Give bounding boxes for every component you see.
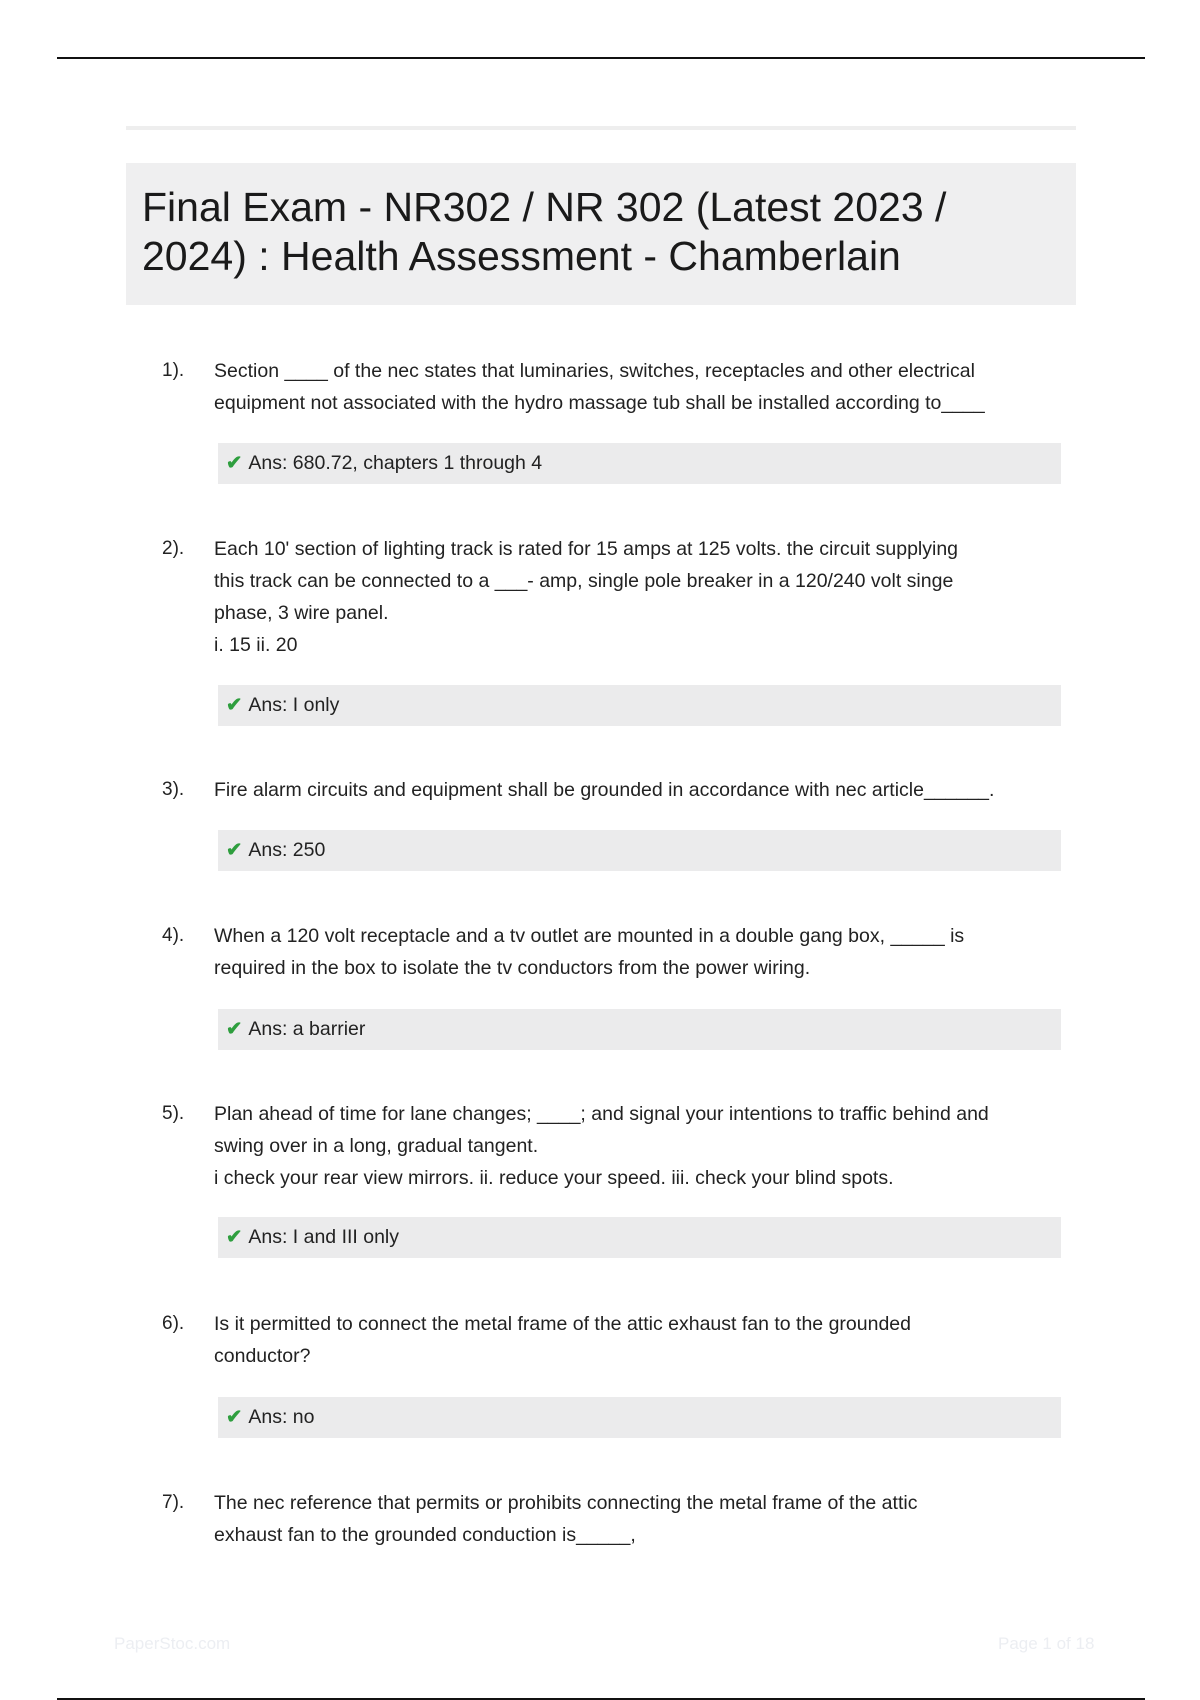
question-line: Each 10' section of lighting track is rated for 15 amps at 125 volts. the circuit supplying bbox=[214, 538, 959, 560]
answer-text: Ans: a barrier bbox=[248, 1018, 366, 1040]
question-number: 7). bbox=[162, 1492, 185, 1513]
question-line: phase, 3 wire panel. bbox=[214, 602, 389, 624]
question-line: Plan ahead of time for lane changes; ____; and signal your intentions to traffic behind and bbox=[214, 1103, 989, 1125]
answer-text: Ans: no bbox=[248, 1406, 315, 1428]
answer-box bbox=[218, 685, 1061, 726]
question-text bbox=[214, 1487, 1064, 1551]
question-line: i check your rear view mirrors. ii. reduce your speed. iii. check your blind spots. bbox=[214, 1167, 894, 1189]
page-title: Final Exam - NR302 / NR 302 (Latest 2023 / 2024) : Health Assessment - Chamberlain bbox=[142, 184, 947, 279]
question-number: 5). bbox=[162, 1103, 185, 1124]
question-line: exhaust fan to the grounded conduction is_____, bbox=[214, 1524, 636, 1546]
question-number: 6). bbox=[162, 1313, 185, 1334]
question-line: Is it permitted to connect the metal frame of the attic exhaust fan to the grounded bbox=[214, 1313, 911, 1335]
page-number: Page 1 of 18 bbox=[998, 1634, 1095, 1653]
question-line: Section ____ of the nec states that luminaries, switches, receptacles and other electrical bbox=[214, 360, 975, 382]
answer-text: Ans: I and III only bbox=[248, 1226, 400, 1248]
question-line: conductor? bbox=[214, 1345, 311, 1367]
question-line: this track can be connected to a ___- amp, single pole breaker in a 120/240 volt singe bbox=[214, 570, 954, 592]
footer-watermark: PaperStoc.com bbox=[114, 1634, 231, 1653]
answer-box bbox=[218, 1009, 1061, 1050]
divider bbox=[126, 126, 1076, 130]
question-number: 2). bbox=[162, 538, 185, 559]
question-text bbox=[214, 774, 1064, 806]
question-line: The nec reference that permits or prohibits connecting the metal frame of the attic bbox=[214, 1492, 918, 1514]
question-line: required in the box to isolate the tv conductors from the power wiring. bbox=[214, 957, 811, 979]
check-icon: ✔ bbox=[226, 1226, 243, 1248]
question-line: equipment not associated with the hydro massage tub shall be installed according to____ bbox=[214, 392, 985, 414]
question-text bbox=[214, 355, 1064, 419]
check-icon: ✔ bbox=[226, 452, 243, 474]
answer-text: Ans: 250 bbox=[248, 839, 326, 861]
check-icon: ✔ bbox=[226, 839, 243, 861]
question-line: swing over in a long, gradual tangent. bbox=[214, 1135, 539, 1157]
check-icon: ✔ bbox=[226, 1406, 243, 1428]
question-line: i. 15 ii. 20 bbox=[214, 634, 298, 656]
check-icon: ✔ bbox=[226, 1018, 243, 1040]
title-box bbox=[126, 163, 1076, 305]
question-number: 4). bbox=[162, 925, 185, 946]
answer-box bbox=[218, 1217, 1061, 1258]
question-line: When a 120 volt receptacle and a tv outlet are mounted in a double gang box, _____ is bbox=[214, 925, 965, 947]
question-text bbox=[214, 1308, 1064, 1372]
answer-box bbox=[218, 830, 1061, 871]
answer-box bbox=[218, 443, 1061, 484]
question-line: Fire alarm circuits and equipment shall be grounded in accordance with nec article______. bbox=[214, 779, 995, 801]
question-text bbox=[214, 920, 1064, 984]
answer-text: Ans: I only bbox=[248, 694, 340, 716]
question-text bbox=[214, 1098, 1064, 1194]
check-icon: ✔ bbox=[226, 694, 243, 716]
question-number: 1). bbox=[162, 360, 185, 381]
top-rule bbox=[57, 57, 1145, 59]
answer-box bbox=[218, 1397, 1061, 1438]
answer-text: Ans: 680.72, chapters 1 through 4 bbox=[248, 452, 543, 474]
question-number: 3). bbox=[162, 779, 185, 800]
question-text bbox=[214, 533, 1064, 661]
